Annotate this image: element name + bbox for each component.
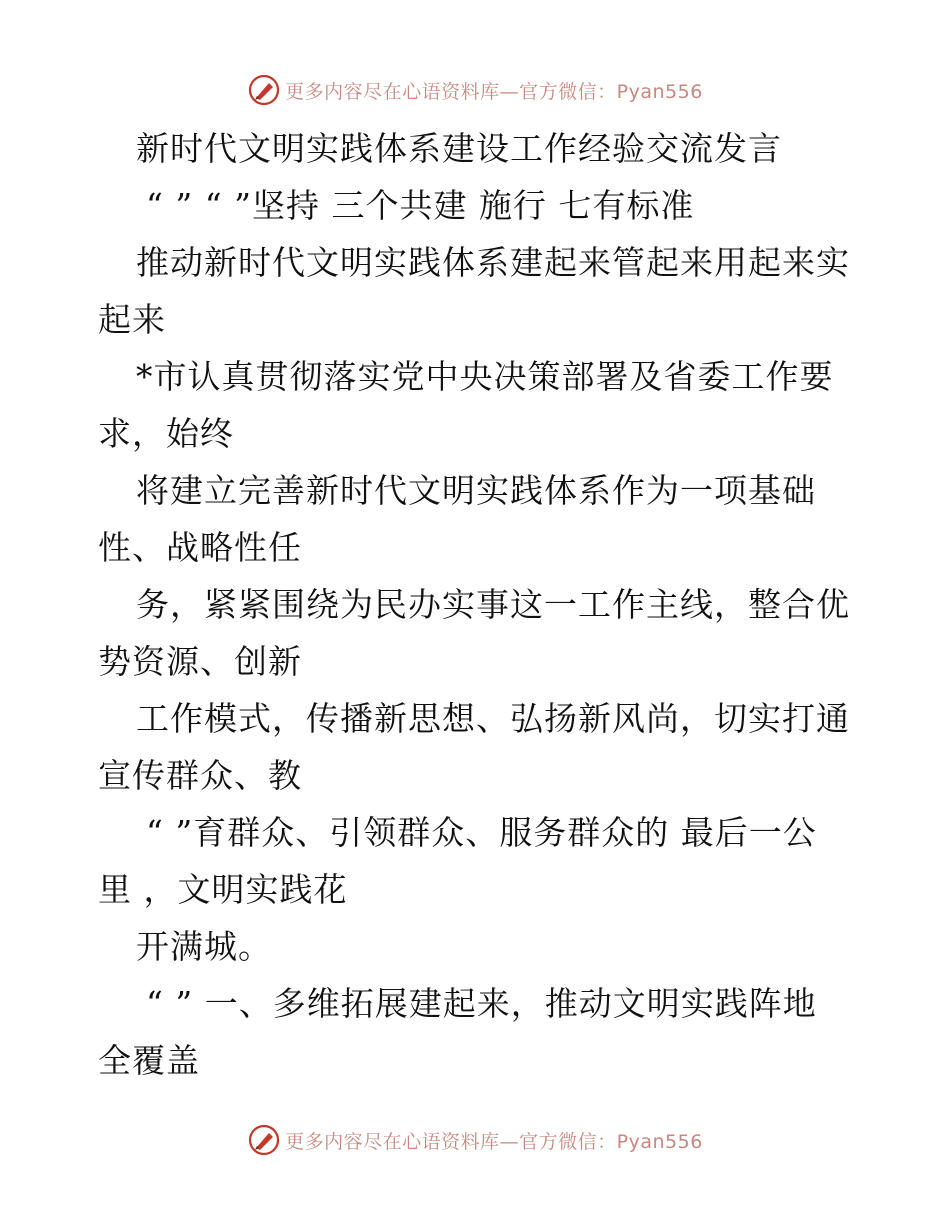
text-line: 将建立完善新时代文明实践体系作为一项基础	[136, 471, 816, 510]
text-line: 性、战略性任	[98, 528, 302, 567]
header-watermark	[0, 70, 950, 110]
text-line: 工作模式，传播新思想、弘扬新风尚，切实打通	[136, 699, 850, 738]
text-line: 宣传群众、教	[98, 756, 302, 795]
pen-nib-logo-icon	[247, 1123, 281, 1157]
pen-nib-logo-icon	[247, 73, 281, 107]
text-line: 里 ，文明实践花	[98, 870, 348, 909]
text-line: 求，始终	[98, 414, 234, 453]
watermark-text: 更多内容尽在心语资料库—官方微信：Pyan556	[285, 80, 703, 103]
section-heading: “ ” 一、多维拓展建起来，推动文明实践阵地	[146, 984, 817, 1023]
text-line: 推动新时代文明实践体系建起来管起来用起来实	[136, 243, 850, 282]
document-body	[98, 120, 858, 1089]
text-line: *市认真贯彻落实党中央决策部署及省委工作要	[136, 357, 834, 396]
text-line: 开满城。	[136, 927, 272, 966]
text-line: 势资源、创新	[98, 642, 302, 681]
watermark-text: 更多内容尽在心语资料库—官方微信：Pyan556	[285, 1130, 703, 1153]
document-title: 新时代文明实践体系建设工作经验交流发言	[136, 129, 782, 168]
footer-watermark	[0, 1120, 950, 1160]
document-subtitle: “ ” “ ”坚持 三个共建 施行 七有标准	[146, 186, 695, 225]
text-line: 起来	[98, 300, 166, 339]
text-line: “ ”育群众、引领群众、服务群众的 最后一公	[146, 813, 817, 852]
text-line: 全覆盖	[98, 1041, 200, 1080]
text-line: 务，紧紧围绕为民办实事这一工作主线，整合优	[136, 585, 850, 624]
